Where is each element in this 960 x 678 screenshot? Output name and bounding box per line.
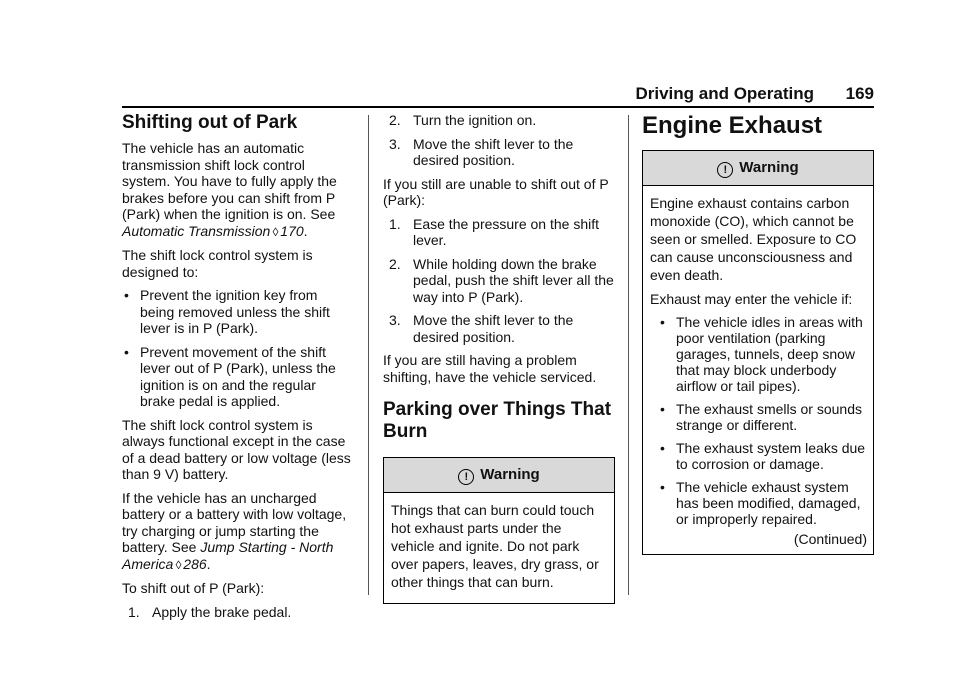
- page-header: [122, 82, 874, 106]
- list-item: 1. Apply the brake pedal.: [128, 603, 292, 620]
- link-jump-starting[interactable]: Jump Starting - North America ◊ 286: [122, 539, 334, 572]
- list-item: 3. Move the shift lever to the desired position.: [389, 312, 574, 345]
- list-item: • Prevent the ignition key from being removed unless the shift lever is in P (Park).: [124, 287, 330, 336]
- heading-shifting-out-of-park: Shifting out of Park: [122, 112, 298, 133]
- heading-engine-exhaust: Engine Exhaust: [642, 112, 823, 139]
- column-3: [642, 112, 874, 555]
- continued-label: (Continued): [793, 531, 867, 547]
- list-item: 1. Ease the pressure on the shift lever.: [389, 215, 599, 248]
- paragraph-uncharged: If the vehicle has an uncharged battery or a battery with low voltage, try charging or jump starting the battery. See Jump Starting - North America ◊ 286.: [122, 489, 347, 572]
- heading-parking-over-things: Parking over Things That Burn: [383, 399, 612, 442]
- list-item: • The exhaust smells or sounds strange or different.: [660, 401, 862, 433]
- section-title: Driving and Operating: [635, 84, 814, 103]
- column-divider: [628, 115, 629, 595]
- bullet-icon: •: [660, 314, 665, 330]
- paragraph-functional: The shift lock control system is always functional except in the case of a dead battery or low voltage (less than 9 V) battery.: [122, 416, 351, 482]
- list-item: 2. Turn the ignition on.: [389, 112, 537, 128]
- paragraph-still: If you are still having a problem shifting, have the vehicle serviced.: [383, 352, 597, 385]
- page-reference-arrow-icon: ◊: [175, 557, 182, 572]
- column-2: [383, 112, 615, 604]
- list-item: • The vehicle exhaust system has been modified, damaged, or improperly repaired.: [660, 479, 861, 527]
- bullet-icon: •: [124, 343, 129, 360]
- paragraph-to-shift: To shift out of P (Park):: [122, 580, 265, 596]
- warning-circle-icon: !: [458, 469, 474, 485]
- warning-box: [642, 150, 874, 555]
- paragraph-unable: If you still are unable to shift out of P (Park):: [383, 175, 609, 208]
- link-automatic-transmission[interactable]: Automatic Transmission ◊ 170: [122, 222, 304, 239]
- warning-circle-icon: !: [717, 162, 733, 178]
- column-divider: [368, 115, 369, 595]
- paragraph-intro: The vehicle has an automatic transmission shift lock control system. You have to fully apply the brakes before you can shift from P (Park) when the ignition is on. See Automatic Transmission ◊ 170.: [122, 140, 337, 239]
- bullet-icon: •: [124, 287, 129, 303]
- page-reference-arrow-icon: ◊: [272, 224, 279, 239]
- list-item: 2. While holding down the brake pedal, push the shift lever all the way into P (Park).: [389, 255, 614, 305]
- warning-body: Engine exhaust contains carbon monoxide (CO), which cannot be seen or smelled. Exposure to CO can cause unconsciousness and even death. Exhaust may enter the vehicle if: • The vehicle idles in areas with poor ventilation (parking garages, tunnels, deep snow that may block underbody airflow or tail pipes). • The exhaust smells or sounds strange or different. • The exhaust system leaks due to corrosion or damage. • The vehicle exhaust system has been modified, damaged, or improperly repaired. (Continued): [650, 195, 867, 547]
- warning-header: ! Warning: [384, 458, 614, 493]
- bullet-icon: •: [660, 440, 665, 456]
- list-item: 3. Move the shift lever to the desired position.: [389, 135, 574, 168]
- warning-body: Things that can burn could touch hot exhaust parts under the vehicle and ignite. Do not park over papers, leaves, dry grass, or other things that can burn.: [391, 502, 599, 590]
- header-rule: [122, 106, 874, 108]
- bullet-icon: •: [660, 479, 665, 495]
- list-item: • The vehicle idles in areas with poor ventilation (parking garages, tunnels, deep snow that may block underbody airflow or tail pipes).: [660, 314, 863, 394]
- list-item: • The exhaust system leaks due to corrosion or damage.: [660, 440, 866, 472]
- warning-header: ! Warning: [643, 151, 873, 186]
- bullet-icon: •: [660, 401, 665, 417]
- paragraph-designed: The shift lock control system is designed to:: [122, 247, 313, 280]
- page-number: 169: [845, 84, 874, 103]
- warning-box: [383, 457, 615, 604]
- column-1: [122, 112, 354, 627]
- list-item: • Prevent movement of the shift lever out of P (Park), unless the ignition is on and the regular brake pedal is applied.: [124, 343, 336, 409]
